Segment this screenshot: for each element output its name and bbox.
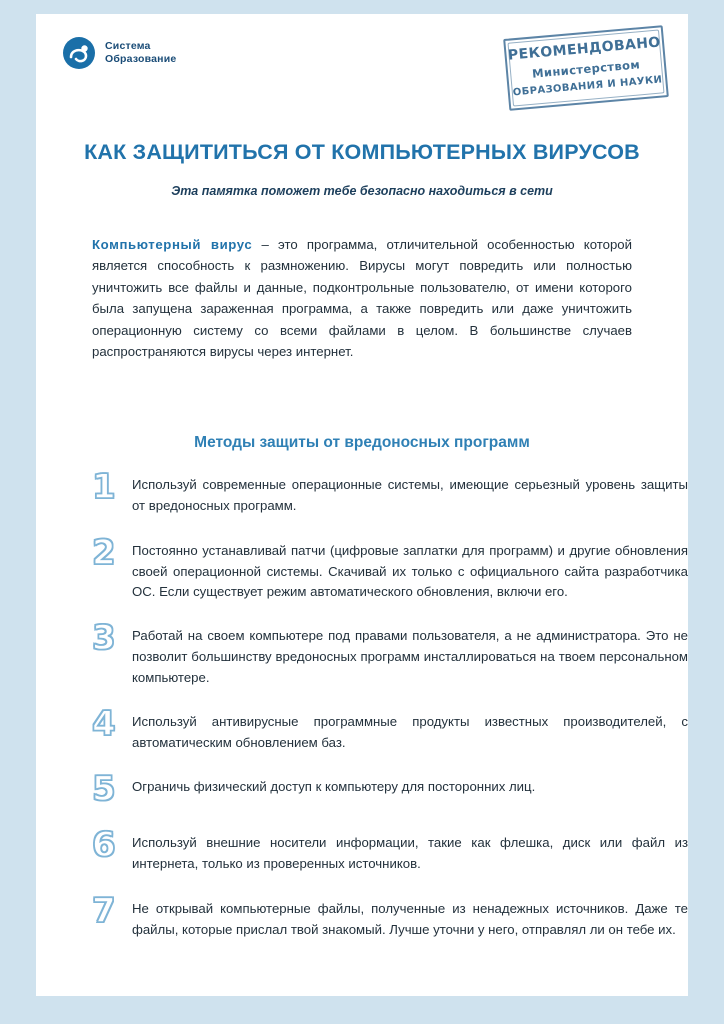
- stamp-line-2: Министерством: [531, 57, 641, 81]
- stamp-line-1: РЕКОМЕНДОВАНО: [507, 34, 662, 64]
- list-item-number: 7: [92, 891, 116, 932]
- stamp-line-3: ОБРАЗОВАНИЯ И НАУКИ: [512, 74, 663, 99]
- list-item: [92, 467, 692, 517]
- intro-body-text: – это программа, отличительной особенностью которой является способность к размножению. Вирусы могут повредить или полностью уничтожить все файлы и данные, подконтрольные пользователю, от имени которого была запущена зараженная программа, а также повредить или даже уничтожить операционную систему со всеми файлами в целом. В большинстве случаев распространяются вирусы через интернет.: [92, 237, 632, 359]
- brand-line-1: Система: [105, 39, 151, 52]
- list-item-text: Ограничь физический доступ к компьютеру для посторонних лиц.: [132, 778, 536, 794]
- list-item-text: Используй антивирусные программные продукты известных производителей, с автоматическим обновлением баз.: [132, 713, 688, 750]
- list-item: [92, 703, 692, 754]
- circle-swirl-logo-icon: [62, 36, 96, 70]
- approval-stamp: [503, 25, 669, 111]
- list-item-number: 4: [92, 703, 116, 744]
- list-item-number: 1: [92, 467, 116, 507]
- page-subtitle: Эта памятка поможет тебе безопасно находиться в сети: [171, 184, 553, 198]
- advice-list: [92, 467, 692, 957]
- list-item-number: 3: [92, 618, 116, 659]
- poster-sheet: [36, 14, 688, 996]
- list-item-text: Используй внешние носители информации, такие как флешка, диск или файл из интернета, только из проверенных источников.: [132, 835, 688, 872]
- list-item-text: Используй современные операционные системы, имеющие серьезный уровень защиты от вредоносных программ.: [132, 477, 688, 513]
- intro-paragraph: [92, 234, 632, 362]
- list-item: [92, 532, 692, 604]
- list-item: [92, 618, 692, 689]
- brand-name: [105, 40, 176, 66]
- list-item-text: Не открывай компьютерные файлы, полученные из ненадежных источников. Даже те файлы, которые прислал твой знакомый. Лучше уточни у него, отправлял ли он тебе их.: [132, 901, 688, 938]
- list-item-text: Постоянно устанавливай патчи (цифровые заплатки для программ) и другие обновления своей операционной системы. Скачивай их только с официального сайта разработчика ОС. Если существует режим автоматического обновления, включи его.: [132, 542, 688, 600]
- brand-line-2: Образование: [105, 53, 177, 65]
- section-heading: Методы защиты от вредоносных программ: [194, 434, 530, 451]
- list-item: [92, 768, 692, 809]
- list-item-number: 6: [92, 825, 116, 866]
- list-item: [92, 825, 692, 875]
- list-item-number: 5: [92, 768, 116, 809]
- intro-lead-term: Компьютерный вирус: [92, 237, 253, 252]
- page-title: КАК ЗАЩИТИТЬСЯ ОТ КОМПЬЮТЕРНЫХ ВИРУСОВ: [84, 140, 640, 164]
- brand-logo: [62, 36, 176, 70]
- list-item-text: Работай на своем компьютере под правами пользователя, а не администратора. Это не позволит большинству вредоносных программ инсталлироваться на твоем персональном компьютере.: [132, 628, 688, 686]
- list-item-number: 2: [92, 532, 116, 573]
- list-item: [92, 891, 692, 941]
